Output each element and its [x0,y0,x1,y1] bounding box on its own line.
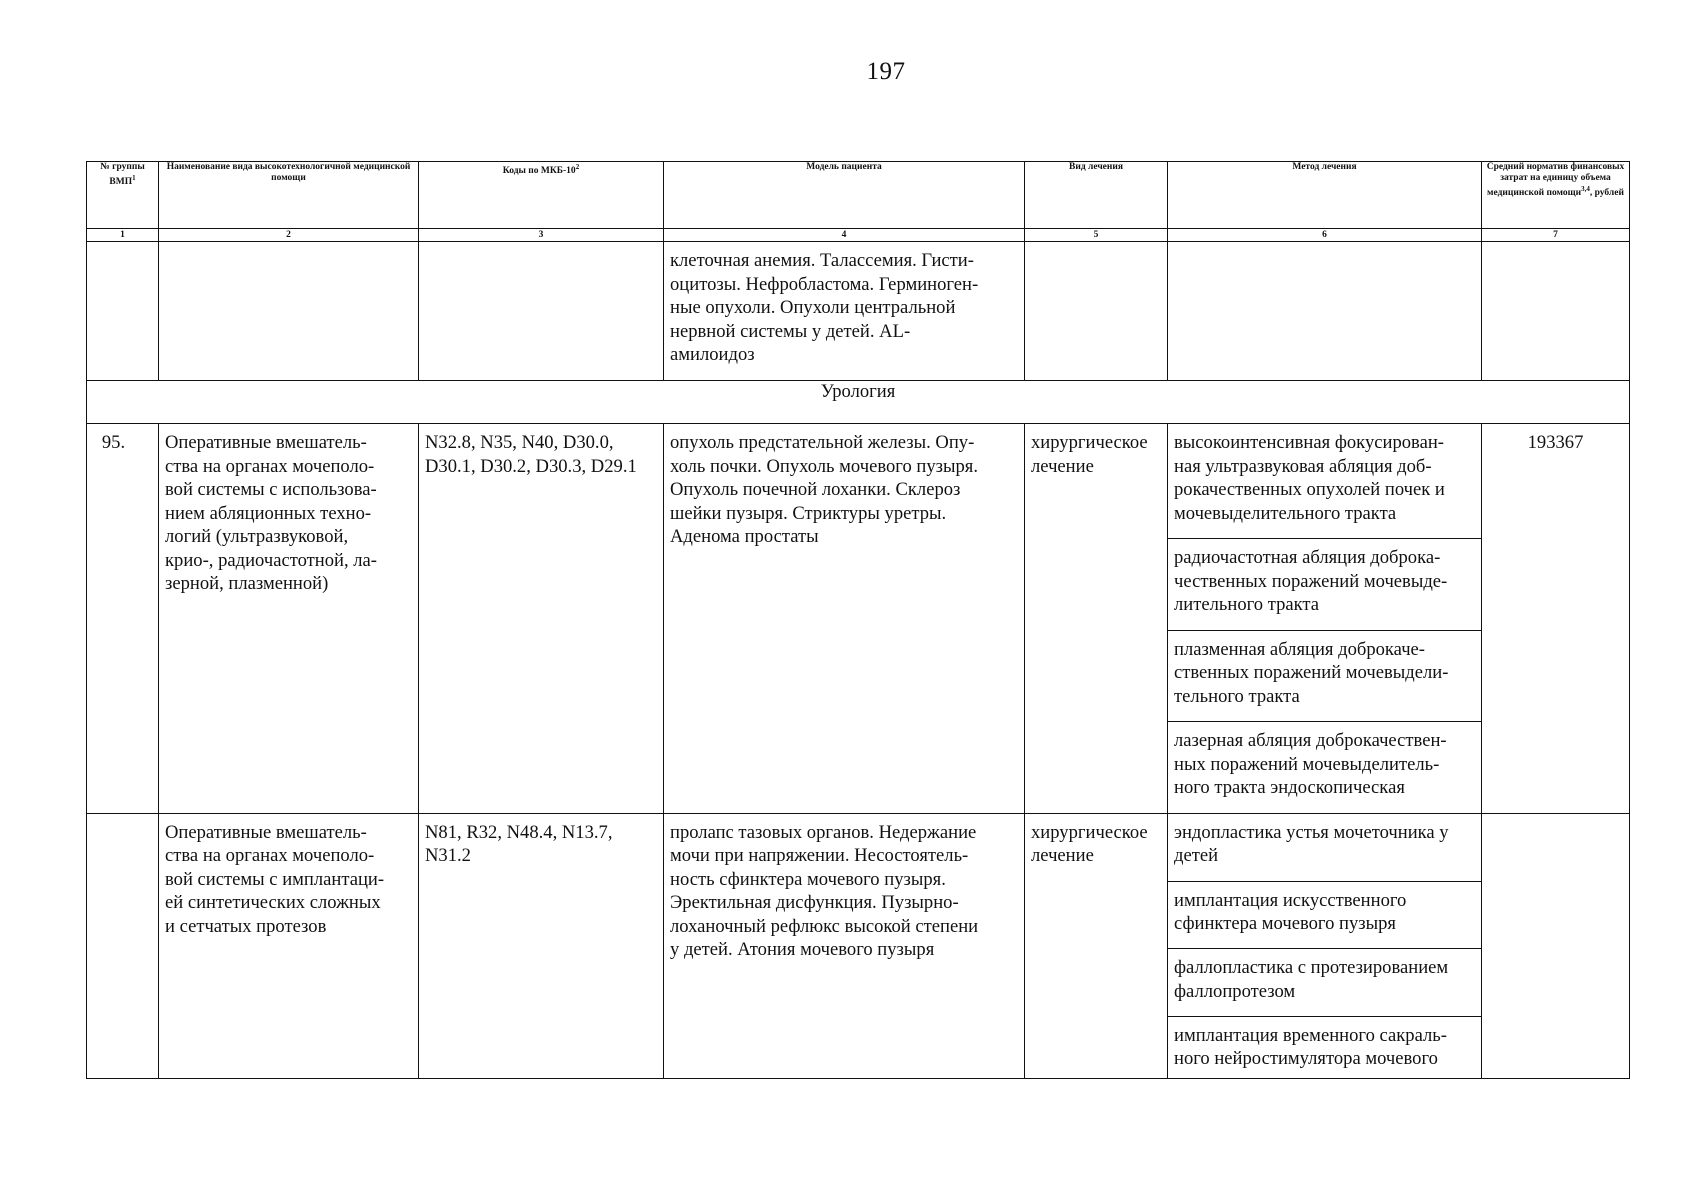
header-cost-standard: Средний норматив финансовых затрат на единицу объема медицинской помощи$^{3,4}$, рублей [1482,162,1630,229]
icd-codes-cell: N32.8, N35, N40, D30.0, D30.1, D30.2, D30.3, D29.1 [419,424,664,814]
treatment-method: радиочастотная абляция доброка- чественных поражений мочевыде- лительного тракта [1168,538,1481,630]
header-group-number: № группы ВМП$^1$ [87,162,159,229]
empty-cell [87,242,159,381]
column-number-row [87,229,1630,242]
treatment-method: эндопластика устья мочеточника у детей [1174,821,1449,866]
table-row-95 [87,424,1630,814]
column-number: 6 [1168,229,1482,242]
empty-cell [1168,242,1482,381]
column-number: 5 [1025,229,1168,242]
empty-cell [159,242,419,381]
empty-cell [1482,242,1630,381]
group-number-cell: 95. [87,424,159,814]
empty-cell [419,242,664,381]
column-number: 4 [664,229,1025,242]
section-title: Урология [87,381,1630,424]
treatment-type-cell: хирургическое лечение [1025,424,1168,814]
cost-cell: 193367 [1482,424,1630,814]
treatment-method: лазерная абляция доброкачествен- ных поражений мочевыделитель- ного тракта эндоскопическая [1168,721,1481,813]
vmp-table [86,161,1630,1079]
cost-cell [1482,813,1630,1078]
column-number: 2 [159,229,419,242]
icd-codes-cell: N81, R32, N48.4, N13.7, N31.2 [419,813,664,1078]
header-care-type-name: Наименование вида высокотехнологичной медицинской помощи [159,162,419,229]
treatment-method: имплантация искусственного сфинктера мочевого пузыря [1168,881,1481,949]
table-header-row [87,162,1630,229]
column-number: 7 [1482,229,1630,242]
header-treatment-method: Метод лечения [1168,162,1482,229]
header-patient-model: Модель пациента [664,162,1025,229]
section-row [87,381,1630,424]
treatment-method: имплантация временного сакраль- ного нейростимулятора мочевого [1168,1016,1481,1078]
empty-cell [1025,242,1168,381]
treatment-methods-cell [1168,424,1482,814]
table-row-96 [87,813,1630,1078]
patient-model-cell: опухоль предстательной железы. Опу- холь почки. Опухоль мочевого пузыря. Опухоль почечной лоханки. Склероз шейки пузыря. Стриктуры уретры. Аденома простаты [664,424,1025,814]
treatment-method: высокоинтенсивная фокусирован- ная ультразвуковая абляция доб- рокачественных опухолей почек и мочевыделительного тракта [1174,432,1445,524]
column-number: 3 [419,229,664,242]
patient-model-cell: пролапс тазовых органов. Недержание мочи при напряжении. Несостоятель- ность сфинктера мочевого пузыря. Эректильная дисфункция. Пузырно- лоханочный рефлюкс высокой степени у детей. Атония мочевого пузыря [664,813,1025,1078]
page-number: 197 [866,58,906,85]
header-icd-codes: Коды по МКБ-$10^2$ [419,162,664,229]
header-treatment-type: Вид лечения [1025,162,1168,229]
continuation-row [87,242,1630,381]
treatment-method: плазменная абляция доброкаче- ственных поражений мочевыдели- тельного тракта [1168,630,1481,722]
treatment-type-cell: хирургическое лечение [1025,813,1168,1078]
care-type-name-cell: Оперативные вмешатель- ства на органах мочеполо- вой системы с имплантаци- ей синтетических сложных и сетчатых протезов [159,813,419,1078]
group-number-cell [87,813,159,1078]
treatment-method: фаллопластика с протезированием фаллопротезом [1168,948,1481,1016]
patient-model-cell: клеточная анемия. Талассемия. Гисти- оцитозы. Нефробластома. Герминоген- ные опухоли. Опухоли центральной нервной системы у детей. AL- амилоидоз [664,242,1025,381]
care-type-name-cell: Оперативные вмешатель- ства на органах мочеполо- вой системы с использова- нием абляционных техно- логий (ультразвуковой, крио-, радиочастотной, ла- зерной, плазменной) [159,424,419,814]
column-number: 1 [87,229,159,242]
treatment-methods-cell [1168,813,1482,1078]
